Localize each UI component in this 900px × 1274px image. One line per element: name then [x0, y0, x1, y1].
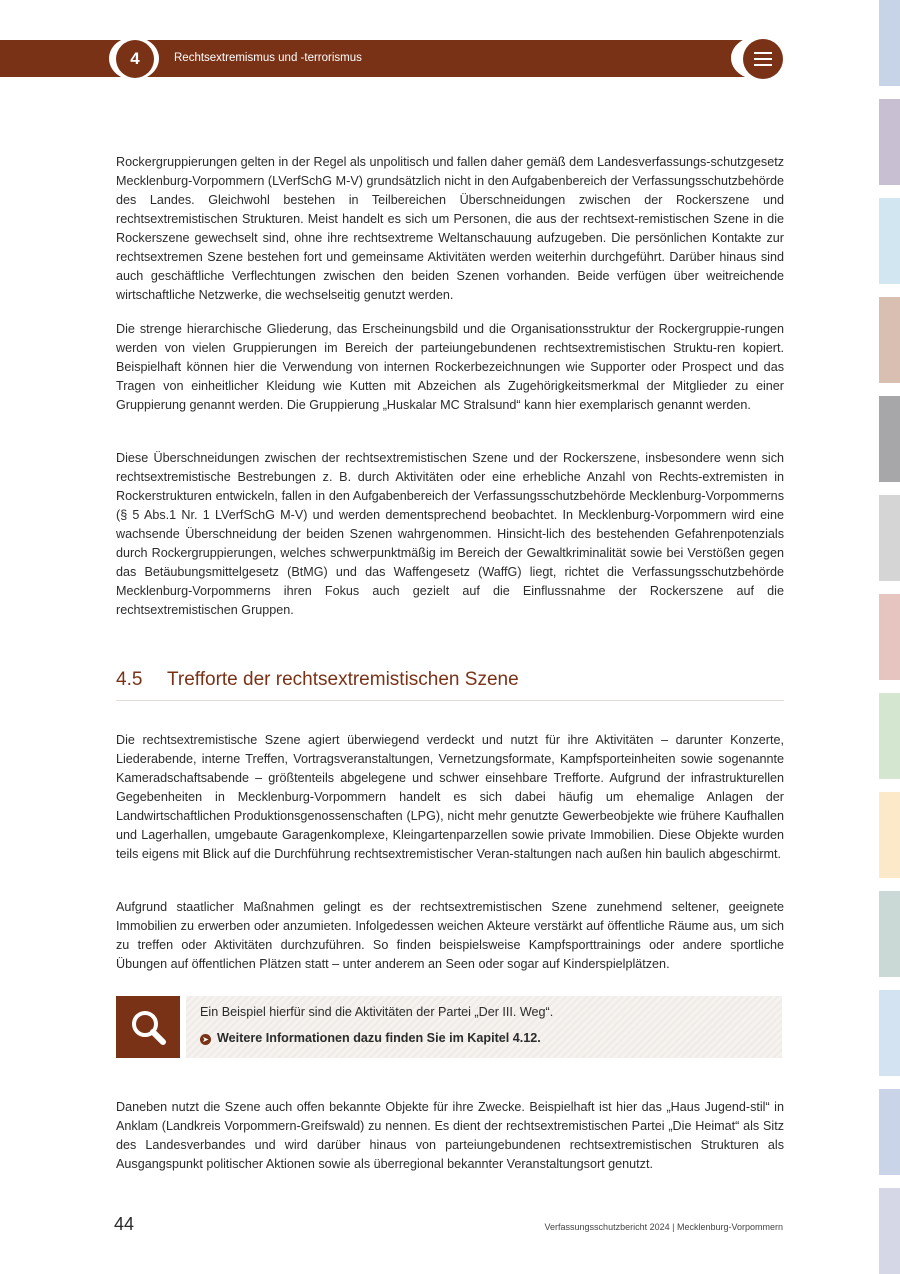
arrow-right-circle-icon: ➤ — [200, 1034, 211, 1045]
paragraph-public-spaces: Aufgrund staatlicher Maßnahmen gelingt es der rechtsextremistischen Szene zunehmend seltener, geeignete Immobilien zu erwerben oder anzumieten. Infolgedessen weichen Akteure verstärkt auf öffentliche Räume aus, um sich zu treffen oder Aktivitäten durchzuführen. So finden beispielsweise Kampfsporttrainings oder andere sportliche Übungen auf öffentlichen Plätzen statt – unter anderem an Seen oder sogar auf Kinderspielplätzen. — [116, 900, 784, 971]
chapter-number-badge[interactable]: 4 — [116, 40, 154, 78]
chapter-tab-12[interactable] — [879, 1089, 900, 1175]
chapter-tab-6[interactable] — [879, 495, 900, 581]
magnifier-icon-box — [116, 996, 180, 1058]
magnifier-icon — [116, 996, 180, 1058]
paragraph-known-objects: Daneben nutzt die Szene auch offen bekannte Objekte für ihre Zwecke. Beispielhaft ist hier das „Haus Jugend-stil“ in Anklam (Landkreis Vorpommern-Greifswald) zu nennen. Es dient der rechtsextremistischen Partei „Die Heimat“ als Sitz des Landesverbandes und wird darüber hinaus von parteiungebundenen rechtsextremistischen Strukturen als Ausgangspunkt politischer Aktionen sowie als überregional bekannter Veranstaltungsort genutzt. — [116, 1100, 784, 1171]
paragraph-meeting-places: Die rechtsextremistische Szene agiert überwiegend verdeckt und nutzt für ihre Aktivitäten – darunter Konzerte, Liederabende, interne Treffen, Vortragsveranstaltungen, Vernetzungsformate, Kampfsporteinheiten sowie sogenannte Kameradschaftsabende – größtenteils abgelegene und schwer einsehbare Trefforte. Aufgrund der infrastrukturellen Gegebenheiten in Mecklenburg-Vorpommern handelt es sich dabei häufig um ehemalige Anlagen der Landwirtschaftlichen Produktionsgenossenschaften (LPG), nicht mehr genutzte Gewerbeobjekte wie frühere Kaufhallen und Lagerhallen, umgebaute Garagenkomplexe, Kleingartenparzellen sowie private Immobilien. Diese Objekte wurden teils eigens mit Blick auf die Durchführung rechtsextremistischer Veran-staltungen nach außen hin baulich abgeschirmt. — [116, 733, 784, 861]
chapter-tab-2[interactable] — [879, 99, 900, 185]
info-box — [186, 996, 782, 1058]
chapter-tab-9[interactable] — [879, 792, 900, 878]
paragraph-rocker-overlap: Diese Überschneidungen zwischen der rechtsextremistischen Szene und der Rockerszene, insbesondere wenn sich rechtsextremistische Bestrebungen z. B. durch Aktivitäten oder eine erhebliche Anzahl von Rechts-extremisten in Rockerstrukturen entwickeln, fallen in den Aufgabenbereich der Verfassungsschutzbehörde Mecklenburg-Vorpommerns (§ 5 Abs.1 Nr. 1 LVerfSchG M-V) und werden dementsprechend beobachtet. In Mecklenburg-Vorpommern wird eine wachsende Überschneidung der beiden Szenen wahrgenommen. Hinsicht-lich des bestehenden Gefahrenpotenzials durch Rockergruppierungen, welches schwerpunktmäßig im Bereich der Gewaltkriminalität sowie bei Verstößen gegen das Betäubungsmittelgesetz (BtMG) und das Waffengesetz (WaffG) liegt, richtet die Verfassungsschutzbehörde Mecklenburg-Vorpommerns ihren Fokus auch gezielt auf die Einflussnahme der Rockerszene auf die rechtsextremistischen Gruppen. — [116, 451, 784, 617]
chapter-title: Rechtsextremismus und -terrorismus — [174, 52, 362, 64]
chapter-tab-1[interactable] — [879, 0, 900, 86]
info-box-text: Ein Beispiel hierfür sind die Aktivitäten der Partei „Der III. Weg“. — [200, 1005, 554, 1019]
chapter-tab-5[interactable] — [879, 396, 900, 482]
chapter-tab-10[interactable] — [879, 891, 900, 977]
chapter-tab-8[interactable] — [879, 693, 900, 779]
chapter-tab-4[interactable] — [879, 297, 900, 383]
section-heading — [116, 668, 784, 701]
chapter-tab-3[interactable] — [879, 198, 900, 284]
chapter-tab-13[interactable] — [879, 1188, 900, 1274]
chapter-tab-11[interactable] — [879, 990, 900, 1076]
chapter-reference-link[interactable] — [200, 1031, 541, 1045]
page-number: 44 — [114, 1214, 135, 1234]
section-number: 4.5 — [116, 669, 143, 690]
chapter-tab-7[interactable] — [879, 594, 900, 680]
chapter-reference-link-text[interactable]: Weitere Informationen dazu finden Sie im Kapitel 4.12. — [217, 1031, 541, 1045]
section-title: Trefforte der rechtsextremistischen Szene — [167, 669, 519, 690]
hamburger-menu-icon[interactable] — [743, 39, 783, 79]
paragraph-rocker-structure: Die strenge hierarchische Gliederung, das Erscheinungsbild und die Organisationsstruktur der Rockergruppie-rungen werden von vielen Gruppierungen im Bereich der parteiungebundenen rechtsextremistischen Struktu-ren kopiert. Beispielhaft können hier die Verwendung von internen Rockerbezeichnungen wie Supporter oder Prospect und das Tragen von einheitlicher Kleidung wie Kutten mit Abzeichen als Zugehörigkeitsmerkmal der Mitglieder zu einer Gruppierung genannt werden. Die Gruppierung „Huskalar MC Stralsund“ kann hier exemplarisch genannt werden. — [116, 322, 784, 412]
paragraph-rocker-intro: Rockergruppierungen gelten in der Regel als unpolitisch und fallen daher gemäß dem Landesverfassungs-schutzgesetz Mecklenburg-Vorpommern (LVerfSchG M-V) grundsätzlich nicht in den Aufgabenbereich der Verfassungsschutzbehörde des Landes. Gleichwohl bestehen in Teilbereichen Überschneidungen zwischen der Rockerszene und rechtsextremistischen Strukturen. Meist handelt es sich um Personen, die aus der rechtsext-remistischen Szene in die Rockerszene gewechselt sind, ohne ihre rechtsextreme Weltanschauung aufzugeben. Die persönlichen Kontakte zur rechtsextremen Szene bestehen fort und gemeinsame Aktivitäten werden weiterhin durchgeführt. Darüber hinaus sind auch geschäftliche Verflechtungen zwischen den beiden Szenen vorhanden. Beide verfügen über weitreichende wirtschaftliche Netzwerke, die wechselseitig genutzt werden. — [116, 155, 784, 302]
footer-publication: Verfassungsschutzbericht 2024 | Mecklenburg-Vorpommern — [544, 1222, 783, 1232]
